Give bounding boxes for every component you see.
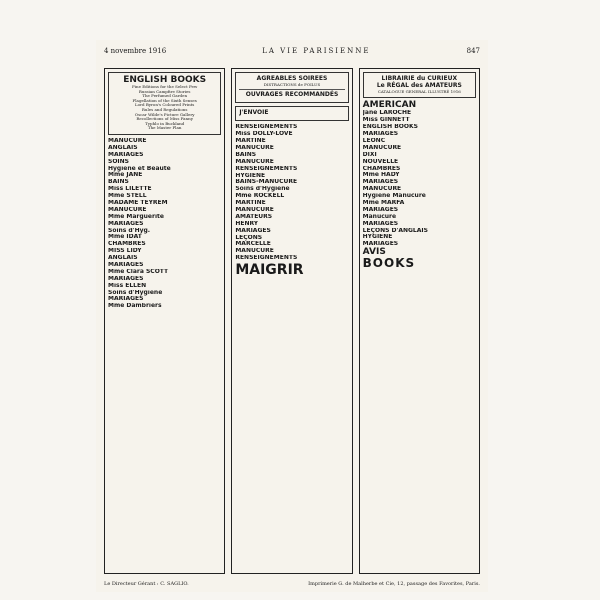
catalogue-label: CATALOGUE GENERAL ILLUSTRÉ 1916 xyxy=(377,88,461,94)
classified-ad: HENRY xyxy=(235,220,259,227)
classified-ad: LEÇONS D'ANGLAIS xyxy=(362,227,428,234)
jenvoie-block xyxy=(235,106,348,121)
classified-ad: Miss ELLEN xyxy=(108,282,147,289)
column-middle xyxy=(231,68,352,574)
classified-ad: DIXI xyxy=(362,151,377,158)
column-left xyxy=(104,68,225,574)
classified-ad: MANUCURE xyxy=(235,248,274,255)
book-list-item: Rules and Regulations xyxy=(141,107,188,112)
classified-ad: MARIAGES xyxy=(362,131,399,138)
classified-ad: MANUCURE xyxy=(108,137,147,144)
classified-ad: RENSEIGNEMENTS xyxy=(235,165,298,172)
classified-ad: ANGLAIS xyxy=(108,255,138,262)
classified-ad: Mme ROCKELL xyxy=(235,193,285,200)
book-list-item: The Perfumed Garden xyxy=(142,94,188,99)
classified-ad: HYGIÈNE xyxy=(235,172,266,179)
ad-columns xyxy=(104,68,480,574)
classified-ad: Jane LAROCHE xyxy=(362,110,412,117)
classified-ad: Soins d'Hygiène xyxy=(235,186,290,193)
newspaper-page xyxy=(96,40,488,592)
classified-ad: Mme IDAT xyxy=(108,234,142,241)
column-right xyxy=(359,68,480,574)
classified-ad: Soins d'Hygiène xyxy=(108,289,163,296)
english-books-subtitle: Fine Editions for the Select Few xyxy=(131,84,198,89)
classified-ad: MARIAGES xyxy=(108,261,144,268)
classified-ad: HYGIÈNE xyxy=(362,234,393,241)
classified-ad: MARIAGES xyxy=(235,227,271,234)
footer-director: Le Directeur Gérant : C. SAGLIO. xyxy=(104,581,189,587)
classified-ad: Mme Dambriers xyxy=(108,303,162,310)
page-header xyxy=(96,44,488,58)
classified-ad: MARTINE xyxy=(235,200,266,207)
book-list-item: Lord Byron's Coloured Prints xyxy=(135,103,195,108)
classified-ad: BAINS-MANUCURE xyxy=(235,179,298,186)
book-list-item: Russian Campfire Stories xyxy=(138,89,191,94)
classified-ad: Hygiène et Beauté xyxy=(108,165,171,172)
classified-ad: CHAMBRES xyxy=(108,241,146,248)
classified-ad: Miss LILETTE xyxy=(108,186,152,193)
classified-ad: Mme STELL xyxy=(108,193,147,200)
classified-ad: AMATEURS xyxy=(235,213,273,220)
librairie-block xyxy=(363,72,476,98)
ouvrages-title: OUVRAGES RECOMMANDÉS xyxy=(245,91,339,99)
classified-ad: BAINS xyxy=(108,179,129,186)
regal-title: Le RÉGAL des AMATEURS xyxy=(376,81,462,89)
classified-ad: Mme HADY xyxy=(362,172,400,179)
soirees-subtitle: DISTRACTIONS de POILUS xyxy=(263,81,321,87)
classified-ad: RENSEIGNEMENTS xyxy=(235,255,298,262)
book-list-item: Typhlo in Buckland xyxy=(145,121,185,126)
librairie-title: LIBRAIRIE du CURIEUX xyxy=(381,75,458,82)
maigrir-title: MAIGRIR xyxy=(235,262,304,279)
classified-ad: BAINS xyxy=(235,151,257,158)
page-footer xyxy=(104,578,480,590)
classified-ad: LEÇONS xyxy=(235,234,263,241)
classified-ad: MARIAGES xyxy=(362,220,399,227)
classified-ad: MANUCURE xyxy=(235,158,274,165)
soirees-title: AGREABLES SOIREES xyxy=(256,75,328,82)
soirees-block xyxy=(235,72,348,103)
classified-ad: MISS LIDY xyxy=(108,248,142,255)
classified-ad: MARIAGES xyxy=(108,220,144,227)
classified-ad: MARIAGES xyxy=(108,151,144,158)
jenvoie-title: J'ENVOIE xyxy=(239,109,269,117)
avis-title: AVIS xyxy=(362,247,386,258)
classified-ad: CHAMBRES xyxy=(362,165,401,172)
classified-ad: MANUCURE xyxy=(108,206,147,213)
classified-ad: MARIAGES xyxy=(362,241,399,248)
classified-ad: MANUCURE xyxy=(235,144,274,151)
book-list-item: Recollections of Miss Fanny xyxy=(136,117,193,122)
classified-ad: ANGLAIS xyxy=(108,144,138,151)
classified-ad: RENSEIGNEMENTS xyxy=(235,124,298,131)
english-books-title: ENGLISH BOOKS xyxy=(123,75,207,85)
classified-ad: ENGLISH BOOKS xyxy=(362,124,418,131)
classified-ad: MANUCURE xyxy=(235,206,274,213)
book-list-item: Flagellation of the Sixth Senses xyxy=(132,98,197,103)
english-books-block xyxy=(108,72,221,135)
header-date: 4 novembre 1916 xyxy=(104,47,167,55)
american-title: AMERICAN xyxy=(362,100,417,111)
classified-ad: Mme Marguerite xyxy=(108,213,164,220)
classified-ad: MARIAGES xyxy=(108,296,144,303)
classified-ad: MADAME TEYREM xyxy=(108,199,168,206)
classified-ad: Mme Clara SCOTT xyxy=(108,268,169,275)
classified-ad: Miss GINNETT xyxy=(362,117,410,124)
classified-ad: MANUCURE xyxy=(362,186,402,193)
classified-ad: Mme MARFA xyxy=(362,199,405,206)
classified-ad: Manucure xyxy=(362,213,397,220)
classified-ad: MANUCURE xyxy=(362,144,402,151)
books-title: BOOKS xyxy=(362,256,416,271)
classified-ad: SOINS xyxy=(108,158,129,165)
classified-ad: Mme JANE xyxy=(108,172,143,179)
header-page-number: 847 xyxy=(466,47,480,55)
classified-ad: MARIAGES xyxy=(362,179,399,186)
classified-ad: Soins d'Hyg. xyxy=(108,227,151,234)
book-list-item: Oscar Wilde's Picture Gallery xyxy=(134,112,195,117)
classified-ad: LEONC xyxy=(362,137,386,144)
classified-ad: MARTINE xyxy=(235,138,266,145)
classified-ad: MARCELLE xyxy=(235,241,271,248)
classified-ad: Hygiène Manucure xyxy=(362,193,426,200)
classified-ad: Miss DOLLY-LOVE xyxy=(235,131,293,138)
classified-ad: NOUVELLE xyxy=(362,158,399,165)
header-title: LA VIE PARISIENNE xyxy=(262,47,371,55)
classified-ad: MARIAGES xyxy=(362,206,399,213)
classified-ad: MARIAGES xyxy=(108,275,144,282)
book-list-item: The Master Plan xyxy=(147,126,182,131)
footer-printer: Imprimerie G. de Malherbe et Cie, 12, passage des Favorites, Paris. xyxy=(308,581,480,587)
